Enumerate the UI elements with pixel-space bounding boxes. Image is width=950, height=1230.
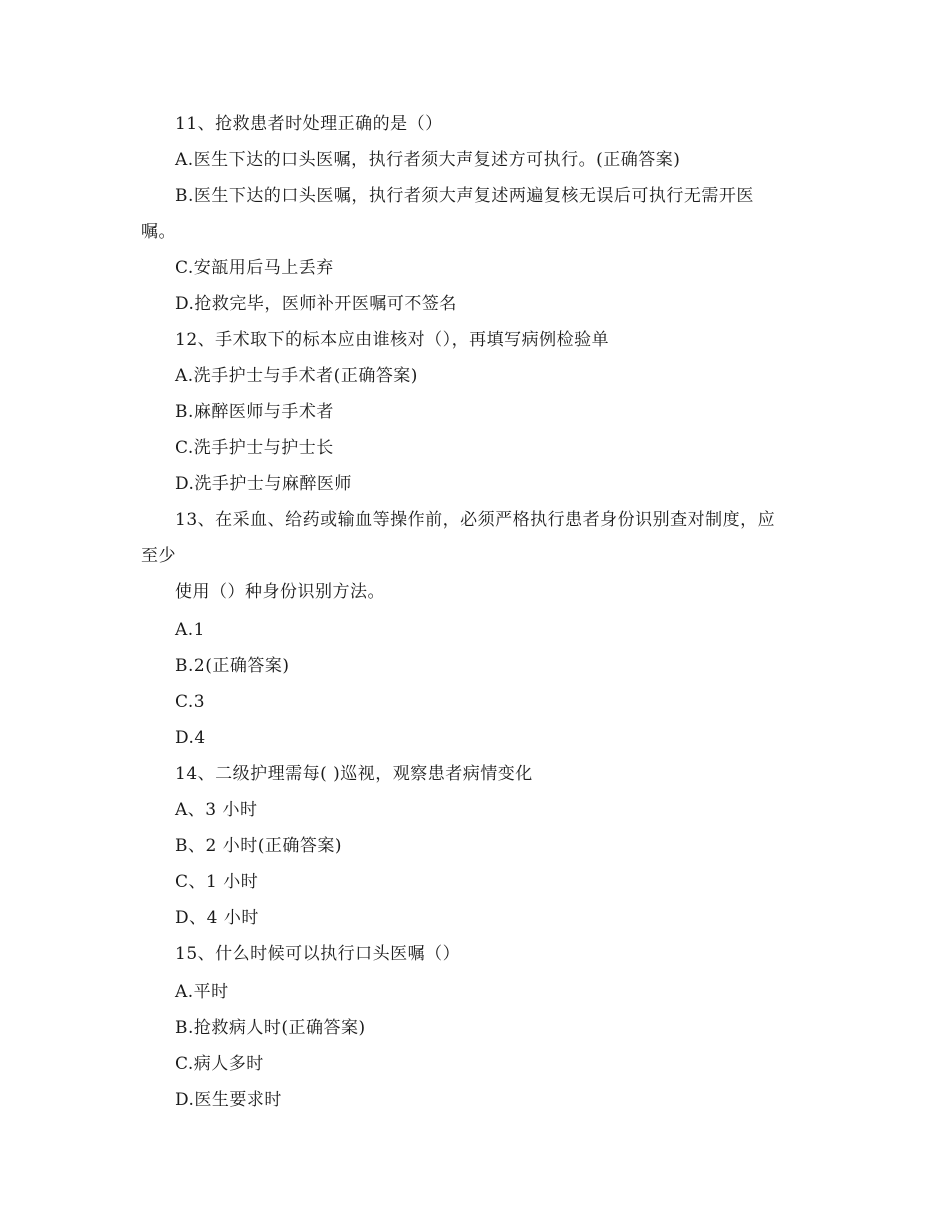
question-15-option-d: D.医生要求时 bbox=[175, 1090, 282, 1110]
question-12-option-b: B.麻醉医师与手术者 bbox=[175, 402, 334, 422]
question-11-option-d: D.抢救完毕，医师补开医嘱可不签名 bbox=[175, 294, 457, 314]
question-13-option-d: D.4 bbox=[175, 728, 206, 748]
question-11-option-a: A.医生下达的口头医嘱，执行者须大声复述方可执行。(正确答案) bbox=[175, 150, 681, 170]
question-14-option-a: A、3 小时 bbox=[175, 800, 258, 820]
question-14-option-c: C、1 小时 bbox=[175, 872, 259, 892]
question-14-option-d: D、4 小时 bbox=[175, 908, 259, 928]
question-15-option-a: A.平时 bbox=[175, 982, 229, 1002]
question-12-option-a: A.洗手护士与手术者(正确答案) bbox=[175, 366, 418, 386]
question-12-stem: 12、手术取下的标本应由谁核对（），再填写病例检验单 bbox=[175, 330, 610, 350]
question-13-option-c: C.3 bbox=[175, 692, 206, 712]
question-15-stem: 15、什么时候可以执行口头医嘱（） bbox=[175, 944, 461, 964]
question-14-stem: 14、二级护理需每( )巡视，观察患者病情变化 bbox=[175, 764, 533, 784]
question-11-option-b-continuation: 嘱。 bbox=[141, 222, 176, 242]
question-15-option-c: C.病人多时 bbox=[175, 1054, 264, 1074]
question-11-stem: 11、抢救患者时处理正确的是（） bbox=[175, 114, 443, 134]
question-12-option-d: D.洗手护士与麻醉医师 bbox=[175, 474, 352, 494]
question-13-option-b: B.2(正确答案) bbox=[175, 656, 290, 676]
question-12-option-c: C.洗手护士与护士长 bbox=[175, 438, 334, 458]
question-13-stem-line-1: 13、在采血、给药或输血等操作前，必须严格执行患者身份识别查对制度，应 bbox=[175, 510, 776, 530]
question-13-option-a: A.1 bbox=[175, 620, 205, 640]
question-11-option-b: B.医生下达的口头医嘱，执行者须大声复述两遍复核无误后可执行无需开医 bbox=[175, 186, 754, 206]
question-15-option-b: B.抢救病人时(正确答案) bbox=[175, 1018, 366, 1038]
question-13-stem-line-2: 至少 bbox=[141, 546, 176, 566]
question-11-option-c: C.安瓿用后马上丢弃 bbox=[175, 258, 334, 278]
question-14-option-b: B、2 小时(正确答案) bbox=[175, 836, 342, 856]
question-13-stem-line-3: 使用（）种身份识别方法。 bbox=[175, 582, 385, 602]
